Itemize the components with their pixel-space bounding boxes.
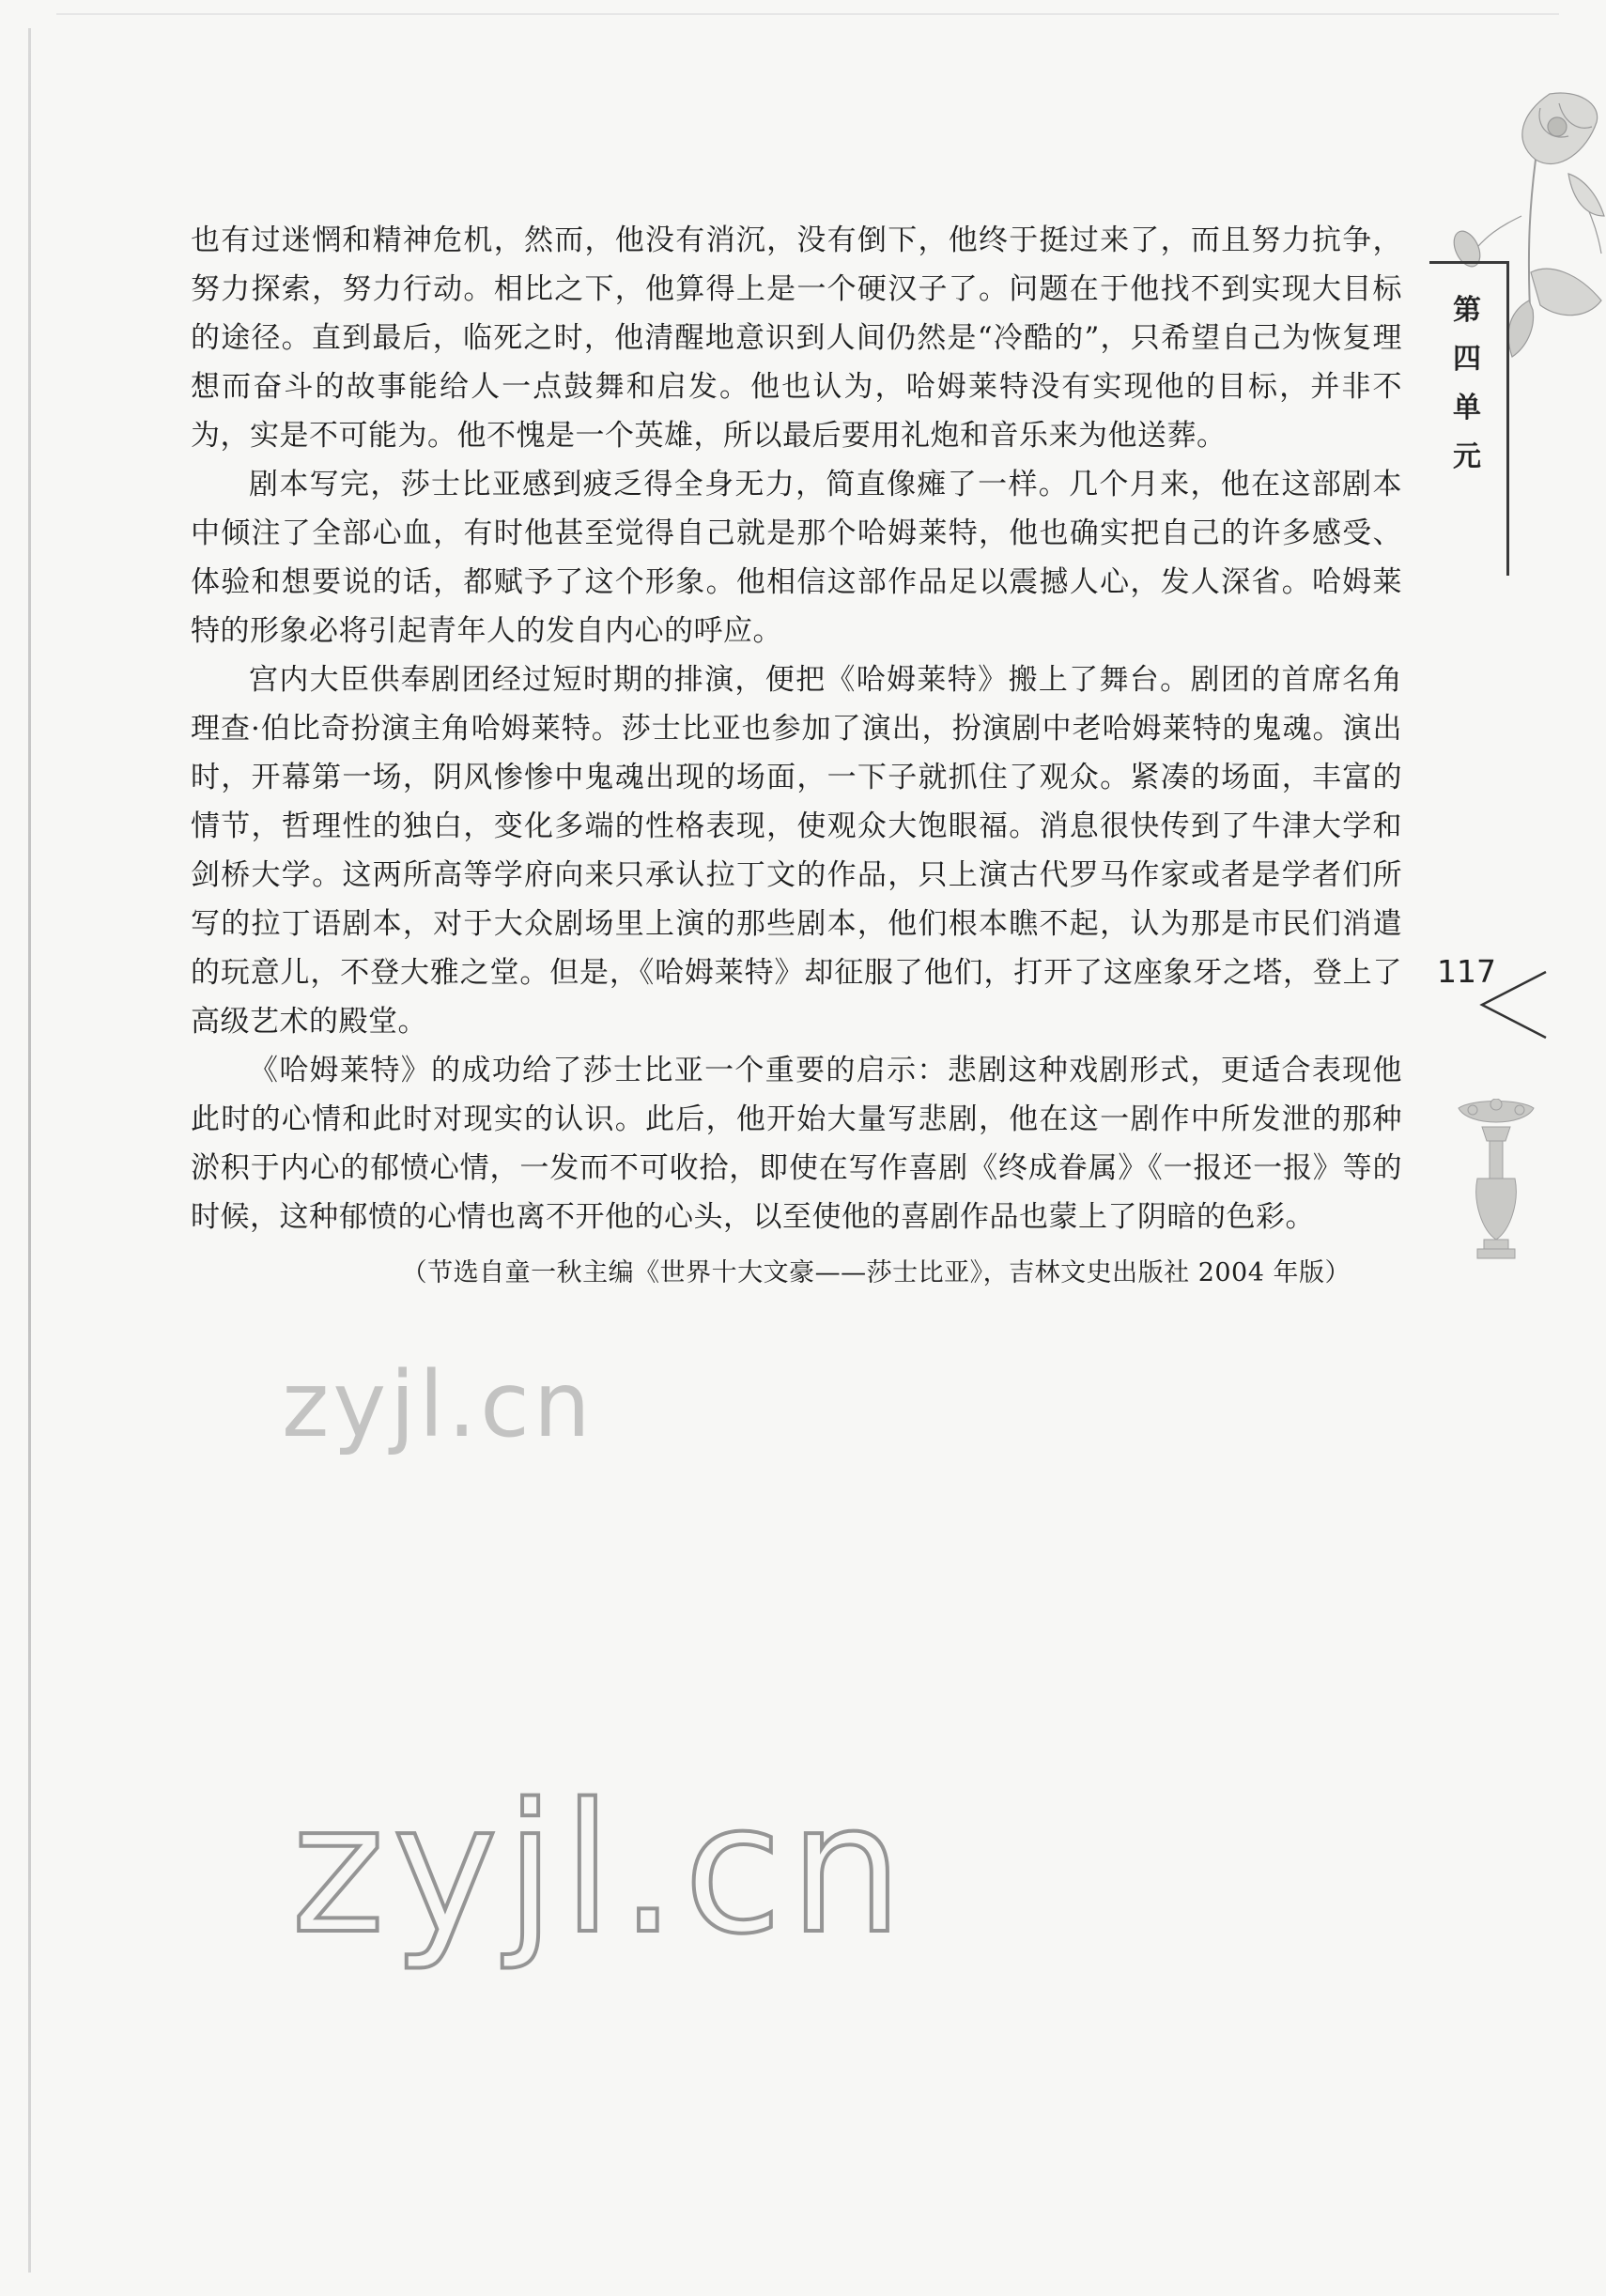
binding-gutter-line — [28, 28, 31, 2273]
vase-ornament-icon — [1454, 1099, 1538, 1263]
source-citation: （节选自童一秋主编《世界十大文豪——莎士比亚》，吉林文史出版社 2004 年版） — [401, 1258, 1351, 1287]
paragraph: 宫内大臣供奉剧团经过短时期的排演，便把《哈姆莱特》搬上了舞台。剧团的首席名角理查·伯比奇扮演主角哈姆莱特。莎士比亚也参加了演出，扮演剧中老哈姆莱特的鬼魂。演出时，开幕第一场，阴风惨惨中鬼魂出现的场面，一下子就抓住了观众。紧凑的场面，丰富的情节，哲理性的独白，变化多端的性格表现，使观众大饱眼福。消息很快传到了牛津大学和剑桥大学。这两所高等学府向来只承认拉丁文的作品，只上演古代罗马作家或者是学者们所写的拉丁语剧本，对于大众剧场里上演的那些剧本，他们根本瞧不起，认为那是市民们消遣的玩意儿，不登大雅之堂。但是，《哈姆莱特》却征服了他们，打开了这座象牙之塔，登上了高级艺术的殿堂。 — [191, 663, 1402, 1039]
chevron-left-icon — [1473, 967, 1548, 1042]
unit-label-char: 单 — [1453, 392, 1481, 424]
paragraph: 《哈姆莱特》的成功给了莎士比亚一个重要的启示：悲剧这种戏剧形式，更适合表现他此时的心情和此时对现实的认识。此后，他开始大量写悲剧，他在这一剧作中所发泄的那种淤积于内心的郁愤心情，一发而不可收拾，即使在写作喜剧《终成眷属》《一报还一报》等的时候，这种郁愤的心情也离不开他的心头，以至使他的喜剧作品也蒙上了阴暗的色彩。 — [191, 1054, 1402, 1234]
unit-label — [1439, 286, 1495, 482]
paragraph: 也有过迷惘和精神危机，然而，他没有消沉，没有倒下，他终于挺过来了，而且努力抗争，努力探索，努力行动。相比之下，他算得上是一个硬汉子了。问题在于他找不到实现大目标的途径。直到最后，临死之时，他清醒地意识到人间仍然是“冷酷的”，只希望自己为恢复理想而奋斗的故事能给人一点鼓舞和启发。他也认为，哈姆莱特没有实现他的目标，并非不为，实是不可能为。他不愧是一个英雄，所以最后要用礼炮和音乐来为他送葬。 — [191, 223, 1402, 453]
unit-label-char: 元 — [1453, 440, 1481, 473]
top-edge-line — [56, 13, 1559, 15]
unit-label-char: 四 — [1453, 343, 1481, 376]
watermark: zyjl.cn — [282, 1352, 595, 1457]
watermark: zyjl.cn — [291, 1765, 911, 1973]
paragraph: 剧本写完，莎士比亚感到疲乏得全身无力，简直像瘫了一样。几个月来，他在这部剧本中倾注了全部心血，有时他甚至觉得自己就是那个哈姆莱特，他也确实把自己的许多感受、体验和想要说的话，都赋予了这个形象。他相信这部作品足以震撼人心，发人深省。哈姆莱特的形象必将引起青年人的发自内心的呼应。 — [191, 468, 1402, 648]
page-number: 117 — [1437, 953, 1496, 990]
article-body — [191, 216, 1402, 1298]
unit-label-char: 第 — [1453, 294, 1481, 327]
